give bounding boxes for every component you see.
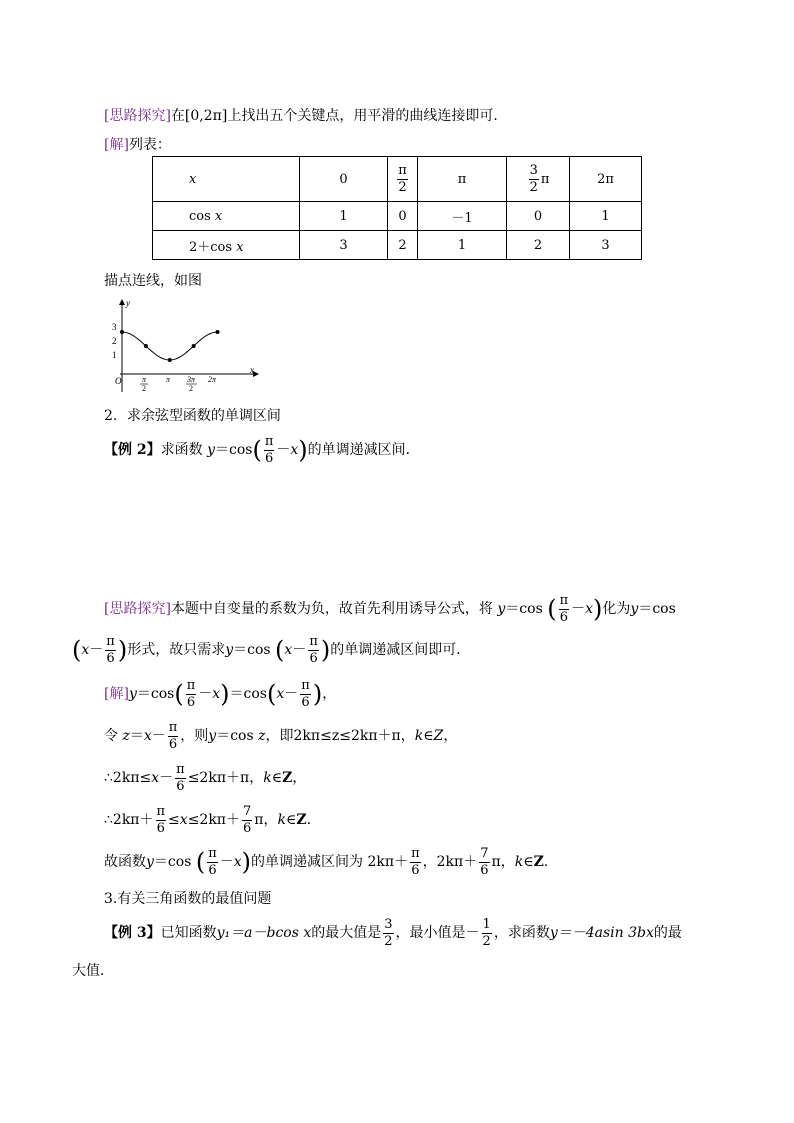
example-text: 已知函数: [160, 925, 217, 941]
solution-text: ，即: [265, 728, 294, 744]
graph-caption: 描点连线，如图: [104, 273, 202, 289]
table-cell: 0: [507, 202, 570, 231]
example-tag: 【例 2】: [104, 442, 161, 458]
table-cell: π: [418, 157, 507, 202]
solution-text: k∈Z: [414, 728, 444, 744]
example-text: ，最小值是－: [395, 925, 480, 941]
table-cell: $\frac{3}{2}$ π: [507, 157, 570, 202]
solution2-conclusion: 故函数y＝cos ( $\frac{\pi}{6}$ －x)的单调递减区间为 2kπ＋ $\frac{\pi}{6}$ ，2kπ＋ $\frac{7}{6}$ π，k∈Z.: [104, 845, 549, 878]
table-cell: 1: [300, 202, 388, 231]
table-row: [153, 157, 642, 202]
graph-point: [216, 330, 220, 334]
example-text: 的最: [653, 925, 682, 941]
x-tick-label: 2: [142, 384, 146, 393]
table-cell: 0: [300, 157, 388, 202]
example-func: y₁＝a－bcos x: [216, 925, 312, 941]
x-tick-label: π: [142, 375, 147, 384]
table-cell: $\frac{\pi}{2}$: [388, 157, 418, 202]
analysis2-line1: [思路探究]本题中自变量的系数为负，故首先利用诱导公式，将 y＝cos ( $\frac{\pi}{6}$ －x)化为y＝cos: [104, 592, 676, 625]
origin-label: O: [115, 376, 122, 386]
solution-tag: [解]: [104, 137, 129, 153]
cosine-curve: [122, 332, 218, 360]
solution2-line4: ∴2kπ＋ $\frac{\pi}{6}$ ≤x≤2kπ＋ $\frac{7}{6}$ π，k∈Z.: [104, 803, 312, 836]
solution-text: 的单调递减区间为: [251, 854, 364, 870]
analysis2-line2: (x－ $\frac{\pi}{6}$ )形式，故只需求y＝cos (x－ $\frac{\pi}{6}$ )的单调递减区间即可．: [72, 633, 471, 666]
analysis-text: 的单调递减区间即可．: [330, 642, 471, 658]
example-func: y＝－4asin 3bx: [549, 925, 654, 941]
table-cell: 3: [300, 231, 388, 260]
example-text: 求函数: [160, 442, 203, 458]
example-text: 的单调递减区间．: [307, 442, 420, 458]
y-tick-label: 1: [112, 350, 117, 360]
x-tick-label: 3π: [187, 375, 196, 384]
example3: 【例 3】已知函数y₁＝a－bcos x的最大值是 $\frac{3}{2}$ ，最小值是－ $\frac{1}{2}$ ，求函数y＝－4asin 3bx的最: [104, 916, 682, 949]
x-tick-label: 2: [189, 384, 193, 393]
table-cell: 0: [388, 202, 418, 231]
table-cell: 1: [570, 202, 642, 231]
cosine-graph: [100, 296, 265, 396]
solution2-line2: 令 z＝x－ $\frac{\pi}{6}$ ，则y＝cos z，即2kπ≤z≤2kπ＋π，k∈Z，: [104, 719, 458, 752]
x-tick-label: π: [166, 375, 171, 384]
analysis-text: 化为: [602, 601, 631, 617]
analysis-tag: [思路探究]: [104, 601, 171, 617]
y-tick-label: 2: [112, 336, 117, 346]
graph-point: [168, 358, 172, 362]
solution-text: 令: [104, 728, 118, 744]
solution-text: 2kπ≤z≤2kπ＋π，: [293, 728, 415, 744]
table-cell: cos x: [153, 202, 300, 231]
graph-points: [120, 330, 220, 362]
solution2-line1: [解]y＝cos( $\frac{\pi}{6}$ －x)＝cos(x－ $\frac{\pi}{6}$ )，: [104, 677, 337, 710]
table-cell: 3: [570, 231, 642, 260]
y-tick-label: 3: [112, 322, 117, 332]
graph-point: [120, 330, 124, 334]
x-tick-labels: [140, 375, 217, 393]
analysis-text: 本题中自变量的系数为负，故首先利用诱导公式，将: [170, 601, 493, 617]
table-cell: 2: [388, 231, 418, 260]
example-text: ，求函数: [493, 925, 550, 941]
table-cell: 1: [418, 231, 507, 260]
analysis-text: 形式，故只需求: [127, 642, 226, 658]
intro-text: 在[0,2π]上找出五个关键点，用平滑的曲线连接即可．: [170, 108, 508, 124]
x-axis-label: x: [250, 365, 254, 375]
example3-cont: 大值．: [72, 963, 114, 979]
example-text: 的最大值是: [311, 925, 382, 941]
section3-title: 3.有关三角函数的最值问题: [104, 891, 272, 907]
analysis-tag: [思路探究]: [104, 108, 171, 124]
table-cell: x: [153, 157, 300, 202]
solution-tag: [解]: [104, 686, 129, 702]
x-tick-label: 2π: [208, 375, 217, 384]
value-table: [152, 156, 642, 260]
y-axis-label: y: [126, 298, 130, 308]
solution-text: ，则: [180, 728, 209, 744]
example-tag: 【例 3】: [104, 925, 161, 941]
graph-point: [144, 344, 148, 348]
solution-intro-text: 列表：: [128, 137, 171, 153]
section2-title: 2．求余弦型函数的单调区间: [104, 408, 281, 424]
table-cell: 2π: [570, 157, 642, 202]
table-row: [153, 231, 642, 260]
table-cell: －1: [418, 202, 507, 231]
table-row: [153, 202, 642, 231]
solution-text: 故函数: [104, 854, 146, 870]
solution-text: ∴: [104, 770, 113, 786]
solution-intro: [104, 136, 171, 154]
table-cell: 2: [507, 231, 570, 260]
graph-point: [192, 344, 196, 348]
intro-line: [104, 107, 507, 125]
solution2-line3: ∴2kπ≤x－ $\frac{\pi}{6}$ ≤2kπ＋π，k∈Z，: [104, 761, 307, 794]
table-cell: 2＋cos x: [153, 231, 300, 260]
example2: 【例 2】求函数 y＝cos( $\frac{\pi}{6}$ －x)的单调递减区间．: [104, 433, 420, 466]
